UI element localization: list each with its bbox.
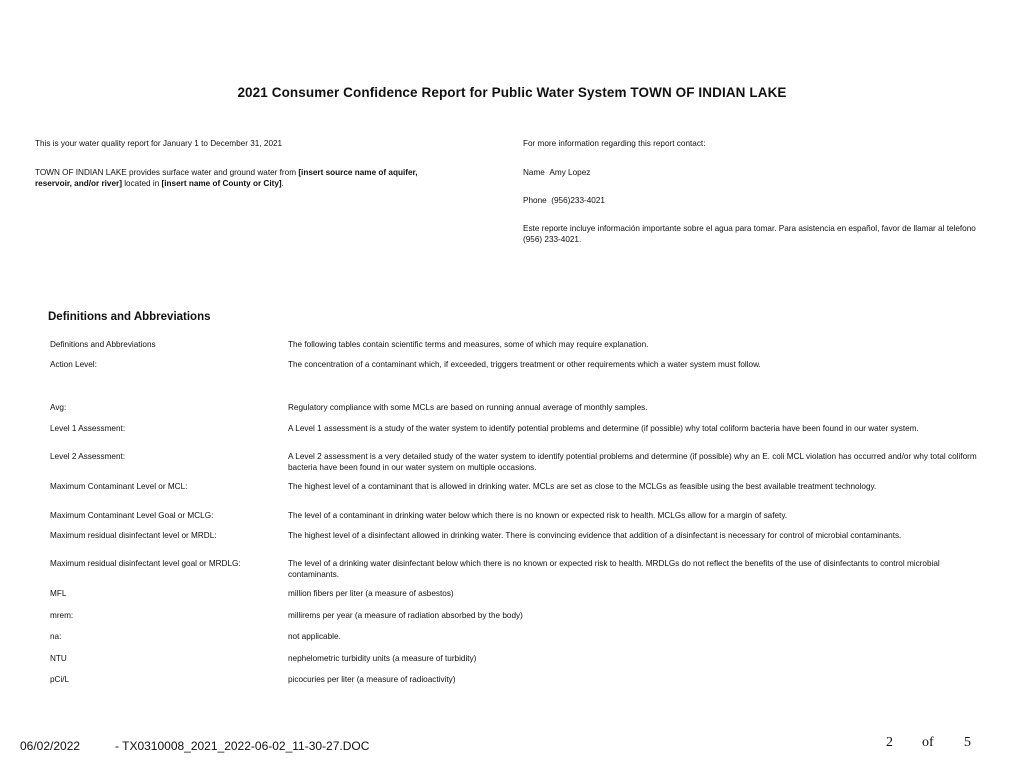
definition-term: mrem: [50, 611, 74, 620]
definition-term: Maximum residual disinfectant level goal or MRDLG: [50, 559, 241, 568]
report-period: This is your water quality report for January 1 to December 31, 2021 [35, 139, 283, 148]
definition-desc: A Level 2 assessment is a very detailed study of the water system to identify potential problems and determine (if possible) why an E. coli MCL violation has occurred and/or why total coliform bacteria have been found in our water system on multiple occasions. [288, 452, 977, 472]
definition-term: Definitions and Abbreviations [50, 340, 156, 349]
contact-name [523, 168, 590, 179]
name-value: Amy Lopez [549, 168, 591, 177]
definition-term: Avg: [50, 403, 67, 412]
definition-desc: A Level 1 assessment is a study of the water system to identify potential problems and determine (if possible) why total coliform bacteria have been found in our water system. [288, 424, 919, 433]
spanish-note: Este reporte incluye información importante sobre el agua para tomar. Para asistencia en español, favor de llamar al telefono (956) 233-4021. [523, 224, 976, 244]
definition-desc: The highest level of a contaminant that is allowed in drinking water. MCLs are set as close to the MCLGs as feasible using the best available treatment technology. [288, 482, 877, 491]
page-of: of [922, 735, 934, 750]
water-source-paragraph [35, 168, 420, 189]
report-title: 2021 Consumer Confidence Report for Public Water System TOWN OF INDIAN LAKE [237, 85, 787, 100]
source-placeholder-aquifer: [insert source name of aquifer, reservoir, and/or river] [35, 168, 418, 188]
definition-desc: The following tables contain scientific terms and measures, some of which may require explanation. [288, 340, 649, 349]
definition-term: Action Level: [50, 360, 97, 369]
definition-desc: nephelometric turbidity units (a measure of turbidity) [288, 654, 477, 663]
definition-desc: picocuries per liter (a measure of radioactivity) [288, 675, 456, 684]
definition-term: Level 1 Assessment: [50, 424, 126, 433]
definition-term: MFL [50, 589, 67, 598]
source-text-mid: located in [121, 178, 162, 188]
page-current: 2 [886, 735, 893, 750]
source-placeholder-county: [insert name of County or City] [161, 178, 282, 188]
definition-term: Maximum Contaminant Level Goal or MCLG: [50, 511, 214, 520]
source-text-prefix: TOWN OF INDIAN LAKE provides surface water and ground water from [35, 168, 299, 177]
footer-date: 06/02/2022 [20, 739, 81, 753]
source-text-end: . [281, 178, 284, 188]
definitions-heading: Definitions and Abbreviations [48, 311, 211, 323]
definition-desc: millirems per year (a measure of radiation absorbed by the body) [288, 611, 523, 620]
definition-term: NTU [50, 654, 67, 663]
definition-term: Maximum residual disinfectant level or MRDL: [50, 531, 217, 540]
definition-term: na: [50, 632, 62, 641]
contact-heading: For more information regarding this report contact: [523, 139, 706, 148]
definition-desc: Regulatory compliance with some MCLs are based on running annual average of monthly samples. [288, 403, 648, 412]
definition-term: pCi/L [50, 675, 70, 684]
definition-desc: The level of a contaminant in drinking water below which there is no known or expected risk to health. MCLGs allow for a margin of safety. [288, 511, 788, 520]
definition-desc: The level of a drinking water disinfectant below which there is no known or expected risk to health. MRDLGs do not reflect the benefits of the use of disinfectants to control microbial contaminants. [288, 559, 940, 579]
phone-label: Phone [523, 196, 547, 205]
name-label: Name [523, 168, 545, 177]
footer-document-name: - TX0310008_2021_2022-06-02_11-30-27.DOC [115, 739, 370, 753]
definition-desc: The concentration of a contaminant which, if exceeded, triggers treatment or other requirements which a water system must follow. [288, 360, 761, 369]
definition-term: Maximum Contaminant Level or MCL: [50, 482, 188, 491]
contact-phone [523, 196, 605, 207]
definition-desc: The highest level of a disinfectant allowed in drinking water. There is convincing evidence that addition of a disinfectant is necessary for control of microbial contaminants. [288, 531, 902, 540]
phone-value: (956)233-4021 [551, 196, 605, 205]
page-total: 5 [964, 735, 971, 750]
definition-desc: million fibers per liter (a measure of asbestos) [288, 589, 454, 598]
definition-term: Level 2 Assessment: [50, 452, 126, 461]
definition-desc: not applicable. [288, 632, 341, 641]
